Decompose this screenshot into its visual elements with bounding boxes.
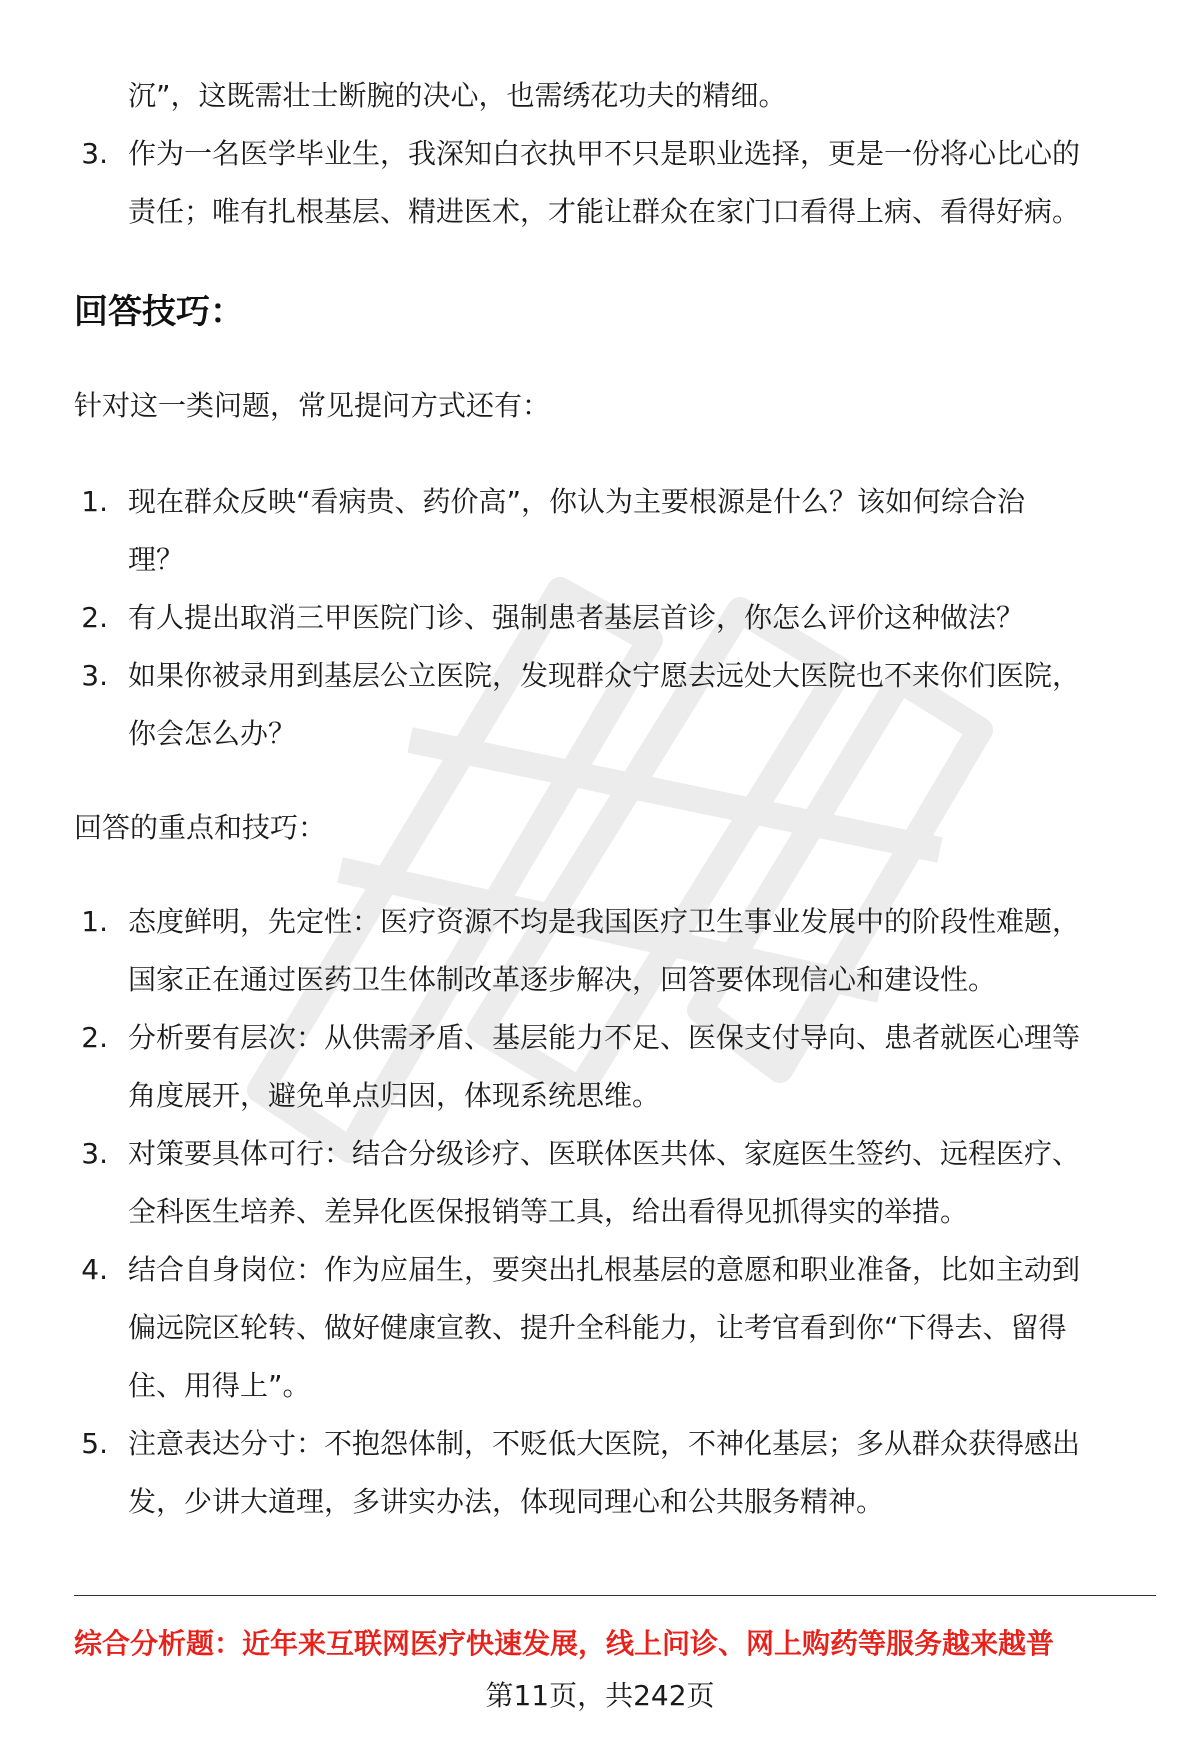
list-item-text: 角度展开，避免单点归因，体现系统思维。: [128, 1079, 661, 1112]
list-item-text: 理？: [128, 543, 185, 576]
list-item-text: 偏远院区轮转、做好健康宣教、提升全科能力，让考官看到你“下得去、留得: [128, 1311, 1067, 1344]
list-item-text: 注意表达分寸：不抱怨体制，不贬低大医院，不神化基层；多从群众获得感出: [128, 1427, 1081, 1460]
list-item-number: 1.: [81, 485, 108, 518]
section-heading: 回答技巧：: [74, 292, 244, 332]
footer-divider: [74, 1595, 1156, 1596]
list-item-text: 你会怎么办？: [128, 717, 297, 750]
list-item-text: 态度鲜明，先定性：医疗资源不均是我国医疗卫生事业发展中的阶段性难题，: [128, 905, 1081, 938]
list-item-number: 4.: [81, 1253, 108, 1286]
list-item-number: 5.: [81, 1427, 108, 1460]
list-item-text: 如果你被录用到基层公立医院，发现群众宁愿去远处大医院也不来你们医院，: [128, 659, 1081, 692]
next-topic-preview: 综合分析题：近年来互联网医疗快速发展，线上问诊、网上购药等服务越来越普: [74, 1627, 1055, 1660]
list-item-text: 分析要有层次：从供需矛盾、基层能力不足、医保支付导向、患者就医心理等: [128, 1021, 1081, 1054]
list-item-number: 3.: [81, 1137, 108, 1170]
paragraph-intro: 针对这一类问题，常见提问方式还有：: [74, 389, 551, 422]
page-number: 第11页，共242页: [485, 1679, 715, 1712]
list-item-text: 作为一名医学毕业生，我深知白衣执甲不只是职业选择，更是一份将心比心的: [128, 137, 1081, 170]
list-item-text: 住、用得上”。: [128, 1369, 311, 1402]
list-item-number: 1.: [81, 905, 108, 938]
list-item-text: 现在群众反映“看病贵、药价高”，你认为主要根源是什么？该如何综合治: [128, 485, 1026, 518]
paragraph-intro: 回答的重点和技巧：: [74, 811, 327, 844]
list-item-continuation: 沉”，这既需壮士断腕的决心，也需绣花功夫的精细。: [128, 79, 787, 112]
list-item-text: 责任；唯有扎根基层、精进医术，才能让群众在家门口看得上病、看得好病。: [128, 195, 1081, 228]
list-item-text: 全科医生培养、差异化医保报销等工具，给出看得见抓得实的举措。: [128, 1195, 969, 1228]
list-item-text: 结合自身岗位：作为应届生，要突出扎根基层的意愿和职业准备，比如主动到: [128, 1253, 1081, 1286]
list-item-number: 3.: [81, 137, 108, 170]
list-item-text: 国家正在通过医药卫生体制改革逐步解决，回答要体现信心和建设性。: [128, 963, 997, 996]
list-item-number: 3.: [81, 659, 108, 692]
list-item-text: 对策要具体可行：结合分级诊疗、医联体医共体、家庭医生签约、远程医疗、: [128, 1137, 1081, 1170]
list-item-text: 有人提出取消三甲医院门诊、强制患者基层首诊，你怎么评价这种做法？: [128, 601, 1025, 634]
list-item-number: 2.: [81, 601, 108, 634]
list-item-text: 发，少讲大道理，多讲实办法，体现同理心和公共服务精神。: [128, 1485, 885, 1518]
list-item-number: 2.: [81, 1021, 108, 1054]
watermark-graphic: [180, 470, 1040, 1230]
